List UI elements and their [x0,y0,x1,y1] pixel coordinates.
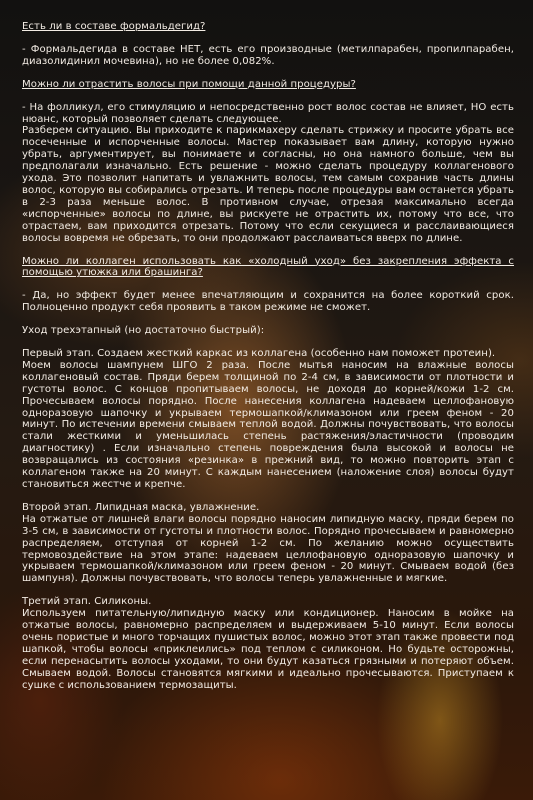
stage-1-text: Моем волосы шампунем ШГО 2 раза. После мытья наносим на влажные волосы коллагеновый состав. Пряди берем толщиной по 2-4 см, в зависимости от плотности и густоты волос. С концов пропитываем волосы, не доходя до корней/кожи 1-2 см. Прочесываем волосы порядно. После нанесения коллагена надеваем целлофановую одноразовую шапочку и укрываем термошапкой/климазоном или греем феном - 20 минут. По истечении времени смываем теплой водой. Должны почувствовать, что волосы стали жесткими и уменьшилась степень растяжения/эластичности (проводим диагностику) . Если изначально степень повреждения была высокой и волосы не возвращались из состояния «резинка» в прежний вид, то можно повторить этап с коллагеном также на 20 минут. С каждым нанесением (наложение слоя) волосы будут становиться жестче и крепче. [22,359,514,490]
faq-answer-hair-growth-details: Разберем ситуацию. Вы приходите к парикмахеру сделать стрижку и просите убрать все посеченные и испорченные волосы. Мастер показывает вам длину, которую нужно убрать, аргументирует, вы понимаете и согласны, но она намного больше, чем вы предполагали изначально. Есть решение - можно сделать процедуру коллагенового ухода. Это позволит напитать и увлажнить волосы, тем самым сохранив часть длины волос, которую вы собирались отрезать. И теперь после процедуры вам останется убрать в 2-3 раза меньше волос. В противном случае, отрезая максимально всегда «испорченные» волосы по длине, вы рискуете не отрастить их, потому что все, что отрастаем, вам приходится отрезать. Потому что если секущиеся и расслаивающиеся волосы вовремя не обрезать, то они продолжают расслаиваться вверх по длине. [22,125,514,244]
stage-1-title: Первый этап. Создаем жесткий каркас из коллагена (особенно нам поможет протеин). [22,348,496,360]
faq-question-hair-growth: Можно ли отрастить волосы при помощи данной процедуры? [22,78,356,90]
article-text [22,21,514,692]
stage-2-text: На отжатые от лишней влаги волосы порядно наносим липидную маску, пряди берем по 3-5 см, в зависимости от густоты и плотности волос. Порядно прочесываем и равномерно распределяем, отступая от корней 1-2 см. По желанию можно осуществить термовоздействие на этом этапе: надеваем целлофановую одноразовую шапочку и укрываем термошапкой/климазоном или греем феном - 20 минут. Смываем водой (без шампуня). Должны почувствовать, что волосы теперь увлажненные и мягкие. [22,513,514,585]
stage-3-title: Третий этап. Силиконы. [22,596,152,608]
faq-answer-hair-growth: - На фолликул, его стимуляцию и непосредственно рост волос состав не влияет, НО есть нюанс, который позволяет сделать следующее. [22,101,514,125]
stage-3-text: Используем питательную/липидную маску или кондиционер. Наносим в мойке на отжатые волосы, равномерно распределяем и выдерживаем 5-10 минут. Если волосы очень пористые и много торчащих пушистых волос, можно этот этап также провести под шапкой, чтобы волосы «приклеились» под теплом с силиконом. Но будьте осторожны, если перенасытить волосы уходами, то они будут казаться грязными и потеряют объем. Смываем водой. Волосы становятся мягкими и идеально прочесываются. Приступаем к сушке с использованием термозащиты. [22,608,514,691]
stage-2-title: Второй этап. Липидная маска, увлажнение. [22,501,260,513]
faq-question-cold-care: Можно ли коллаген использовать как «холодный уход» без закрепления эффекта с помощью утюжка или брашинга? [22,255,514,279]
faq-question-formaldehyde: Есть ли в составе формальдегид? [22,21,206,32]
faq-answer-cold-care: - Да, но эффект будет менее впечатляющим и сохранится на более короткий срок. Полноценно продукт себя проявить в таком режиме не сможет. [22,290,514,314]
care-heading: Уход трехэтапный (но достаточно быстрый): [22,325,265,337]
faq-answer-formaldehyde: - Формальдегида в составе НЕТ, есть его производные (метилпарабен, пропилпарабен, диазолидинил мочевина), но не более 0,082%. [22,43,514,67]
